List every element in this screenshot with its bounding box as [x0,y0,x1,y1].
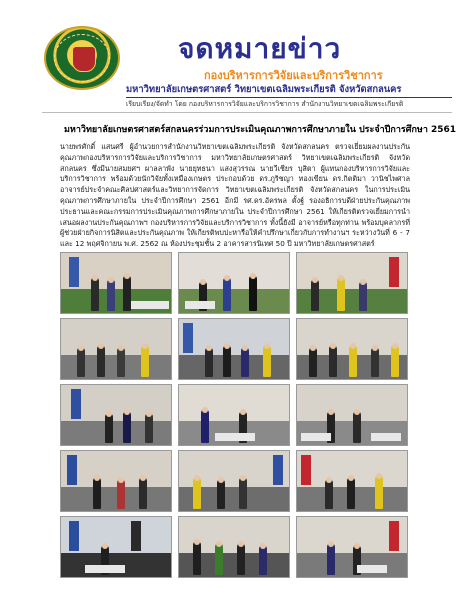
event-photo [296,252,408,314]
event-photo [60,318,172,380]
article-headline: มหาวิทยาลัยเกษตรศาสตร์สกลนครร่วมการประเมินคุณภาพการศึกษาภายใน ประจำปีการศึกษา 2561 [64,125,457,135]
event-photo [60,384,172,446]
event-photo [178,450,290,512]
university-seal-icon [44,26,120,90]
event-photo [178,252,290,314]
department-name: กองบริหารการวิจัยและบริการวิชาการ [204,69,383,82]
event-photo [296,516,408,578]
section-divider [42,112,452,113]
university-name: มหาวิทยาลัยเกษตรศาสตร์ วิทยาเขตเฉลิมพระเกียรติ จังหวัดสกลนคร [126,84,402,95]
article-body: นายพรศักดิ์ แสนศรี ผู้อำนวยการสำนักงานวิทยาเขตเฉลิมพระเกียรติ จังหวัดสกลนคร ตรวจเยี่ยมผลงานประกันคุณภาพกองบริหารการวิจัยและบริการวิชาการ มหาวิทยาลัยเกษตรศาสตร์ วิทยาเขตเฉลิมพระเกียรติ จังหวัดสกลนคร ซึ่งมีนายสมยศฯ ผาลลาพัง นายยุทธนา แสงสุวรรณ นายวีเชียร บุสิตา ผู้แทนกองบริหารการวิจัยและบริการวิชาการ พร้อมด้วยนักวิจัยทั้งเหมืองเกษตร ประกอบด้วย ดร.ภูริชญา ทองเขียน ดร.กิตติมา วานิชไพศาล อาจารย์ประจำคณะศิลปศาสตร์และวิทยาการจัดการ วิทยาเขตเฉลิมพระเกียรติ จังหวัดสกลนคร ในการประเมินคุณภาพการศึกษาภายใน ประจำปีการศึกษา 2561 อีกมี รศ.ดร.อัครพล ตั้งฐ์ รองอธิการบดีฝ่ายประกันคุณภาพ ประธานและคณะกรรมการประเมินคุณภาพการศึกษาภายใน ประจำปีการศึกษา 2561 ให้เกียรติตรวจเยี่ยมการนำเสนอผลงานประกันคุณภาพฯ กองบริหารการวิจัยและบริการวิชาการ ทั้งนี้ยังมี อาจารย์หรือทุกท่าน พร้อมบุคลากรที่ ผู้ช่วยฝ่ายกิจการนิสิตและประกันคุณภาพ ให้เกียรติพบปะหารือให้คำปรึกษาเกี่ยวกับการทำงานฯ ระหว่างวันที่ 6 - 7 และ 12 พฤศจิกายน พ.ศ. 2562 ณ ห้องประชุมชั้น 2 อาคารสารนิเทศ 50 ปี มหาวิทยาลัยเกษตรศาสตร์ [60,142,410,249]
photo-gallery [60,252,408,586]
header-divider [126,97,452,98]
event-photo [178,384,290,446]
event-photo [296,384,408,446]
event-photo [60,516,172,578]
event-photo [60,252,172,314]
event-photo [178,516,290,578]
event-photo [60,450,172,512]
event-photo [178,318,290,380]
event-photo [296,318,408,380]
event-photo [296,450,408,512]
compiled-by-credit: เรียบเรียง/จัดทำ โดย กองบริหารการวิจัยและบริการวิชาการ สำนักงานวิทยาเขตเฉลิมพระเกียรติ [126,100,404,108]
newsletter-title: จดหมายข่าว [178,32,342,65]
